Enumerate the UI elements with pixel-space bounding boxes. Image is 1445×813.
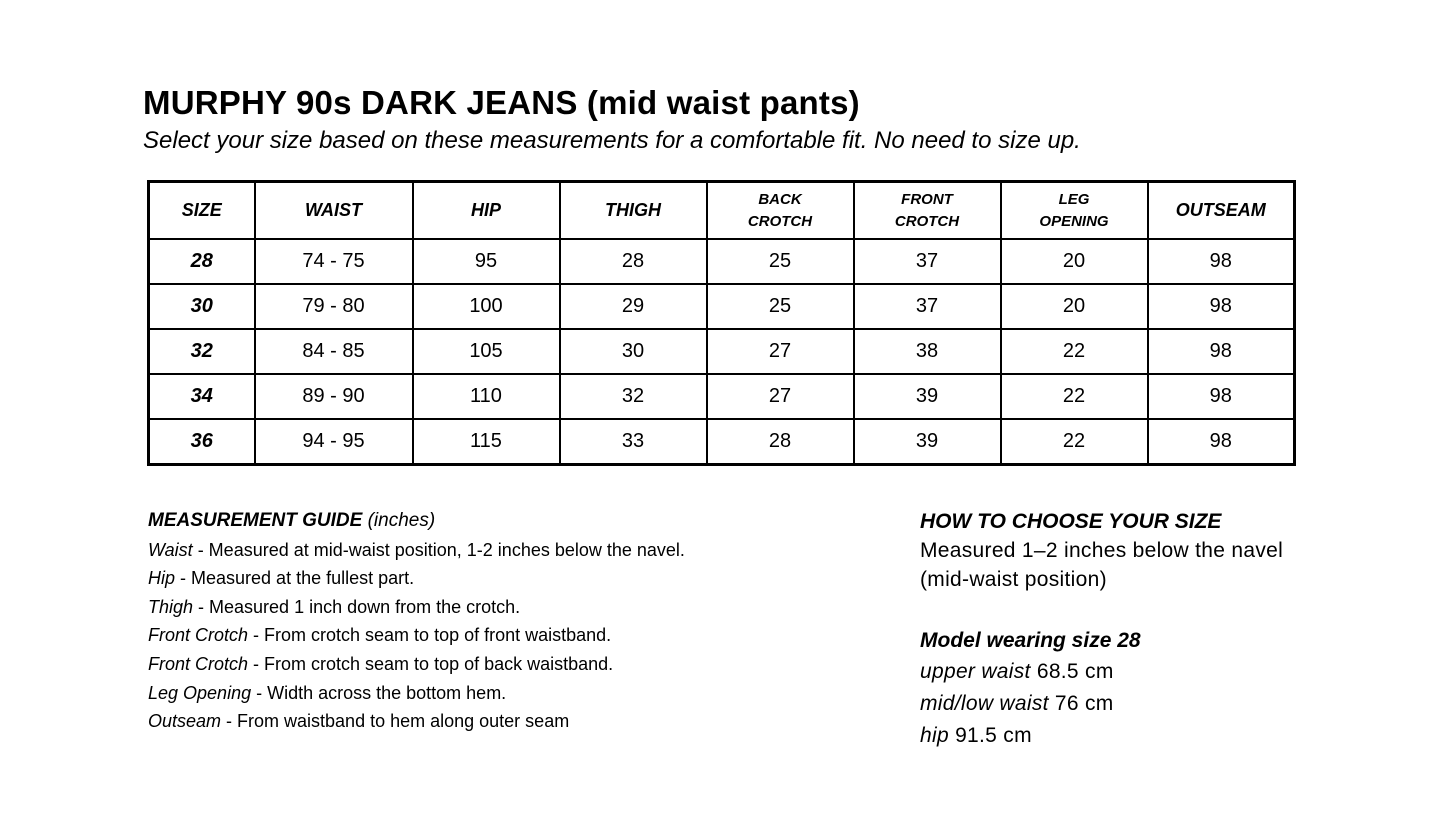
header-outseam: OUTSEAM (1148, 182, 1295, 240)
leg-opening-cell: 22 (1001, 374, 1148, 419)
header-thigh: THIGH (560, 182, 707, 240)
leg-opening-cell: 22 (1001, 329, 1148, 374)
table-row (149, 239, 1295, 284)
header-back-crotch: BACK CROTCH (707, 182, 854, 240)
size-cell: 34 (149, 374, 255, 419)
guide-item: Hip - Measured at the fullest part. (148, 568, 415, 589)
outseam-cell: 98 (1148, 239, 1295, 284)
hip-cell: 110 (413, 374, 560, 419)
outseam-cell: 98 (1148, 329, 1295, 374)
back-crotch-cell: 27 (707, 374, 854, 419)
thigh-cell: 33 (560, 419, 707, 465)
leg-opening-cell: 20 (1001, 239, 1148, 284)
guide-item: Front Crotch - From crotch seam to top of back waistband. (148, 653, 614, 674)
page-subtitle: Select your size based on these measurements for a comfortable fit. No need to size up. (143, 127, 1081, 154)
hip-cell: 95 (413, 239, 560, 284)
front-crotch-cell: 38 (854, 329, 1001, 374)
hip-cell: 115 (413, 419, 560, 465)
back-crotch-cell: 27 (707, 329, 854, 374)
waist-cell: 74 - 75 (255, 239, 413, 284)
size-cell: 28 (149, 239, 255, 284)
thigh-cell: 28 (560, 239, 707, 284)
waist-cell: 89 - 90 (255, 374, 413, 419)
outseam-cell: 98 (1148, 284, 1295, 329)
hip-cell: 100 (413, 284, 560, 329)
header-size: SIZE (149, 182, 255, 240)
waist-cell: 79 - 80 (255, 284, 413, 329)
guide-item: Front Crotch - From crotch seam to top of front waistband. (148, 625, 612, 646)
table-header-row (149, 182, 1295, 240)
header-waist: WAIST (255, 182, 413, 240)
size-cell: 30 (149, 284, 255, 329)
thigh-cell: 30 (560, 329, 707, 374)
size-cell: 36 (149, 419, 255, 465)
front-crotch-cell: 37 (854, 284, 1001, 329)
header-hip: HIP (413, 182, 560, 240)
waist-cell: 94 - 95 (255, 419, 413, 465)
front-crotch-cell: 37 (854, 239, 1001, 284)
leg-opening-cell: 20 (1001, 284, 1148, 329)
guide-item: Leg Opening - Width across the bottom hem. (148, 682, 507, 703)
waist-cell: 84 - 85 (255, 329, 413, 374)
front-crotch-cell: 39 (854, 374, 1001, 419)
table-row (149, 374, 1295, 419)
header-leg-opening: LEG OPENING (1001, 182, 1148, 240)
front-crotch-cell: 39 (854, 419, 1001, 465)
model-measurement: upper waist 68.5 cm (920, 660, 1114, 683)
outseam-cell: 98 (1148, 419, 1295, 465)
size-chart-table (147, 180, 1296, 466)
back-crotch-cell: 28 (707, 419, 854, 465)
thigh-cell: 32 (560, 374, 707, 419)
measurement-guide-heading: MEASUREMENT GUIDE (inches) (148, 510, 436, 531)
model-measurement: mid/low waist 76 cm (920, 692, 1114, 715)
how-to-text-line: Measured 1–2 inches below the navel (920, 539, 1284, 562)
model-measurement: hip 91.5 cm (920, 724, 1032, 747)
how-to-heading: HOW TO CHOOSE YOUR SIZE (920, 510, 1222, 533)
measurement-unit: (inches) (367, 510, 436, 531)
back-crotch-cell: 25 (707, 239, 854, 284)
hip-cell: 105 (413, 329, 560, 374)
guide-item: Outseam - From waistband to hem along outer seam (148, 711, 570, 732)
measurement-guide (148, 507, 685, 736)
thigh-cell: 29 (560, 284, 707, 329)
header-front-crotch: FRONT CROTCH (854, 182, 1001, 240)
table-row (149, 329, 1295, 374)
guide-item: Thigh - Measured 1 inch down from the crotch. (148, 596, 521, 617)
table-row (149, 419, 1295, 465)
size-cell: 32 (149, 329, 255, 374)
how-to-text-line: (mid-waist position) (920, 568, 1107, 591)
back-crotch-cell: 25 (707, 284, 854, 329)
model-heading: Model wearing size 28 (920, 629, 1141, 652)
page-title: MURPHY 90s DARK JEANS (mid waist pants) (143, 84, 860, 121)
table-row (149, 284, 1295, 329)
leg-opening-cell: 22 (1001, 419, 1148, 465)
outseam-cell: 98 (1148, 374, 1295, 419)
guide-item: Waist - Measured at mid-waist position, 1-2 inches below the navel. (148, 539, 685, 560)
how-to-choose-size (920, 507, 1283, 752)
